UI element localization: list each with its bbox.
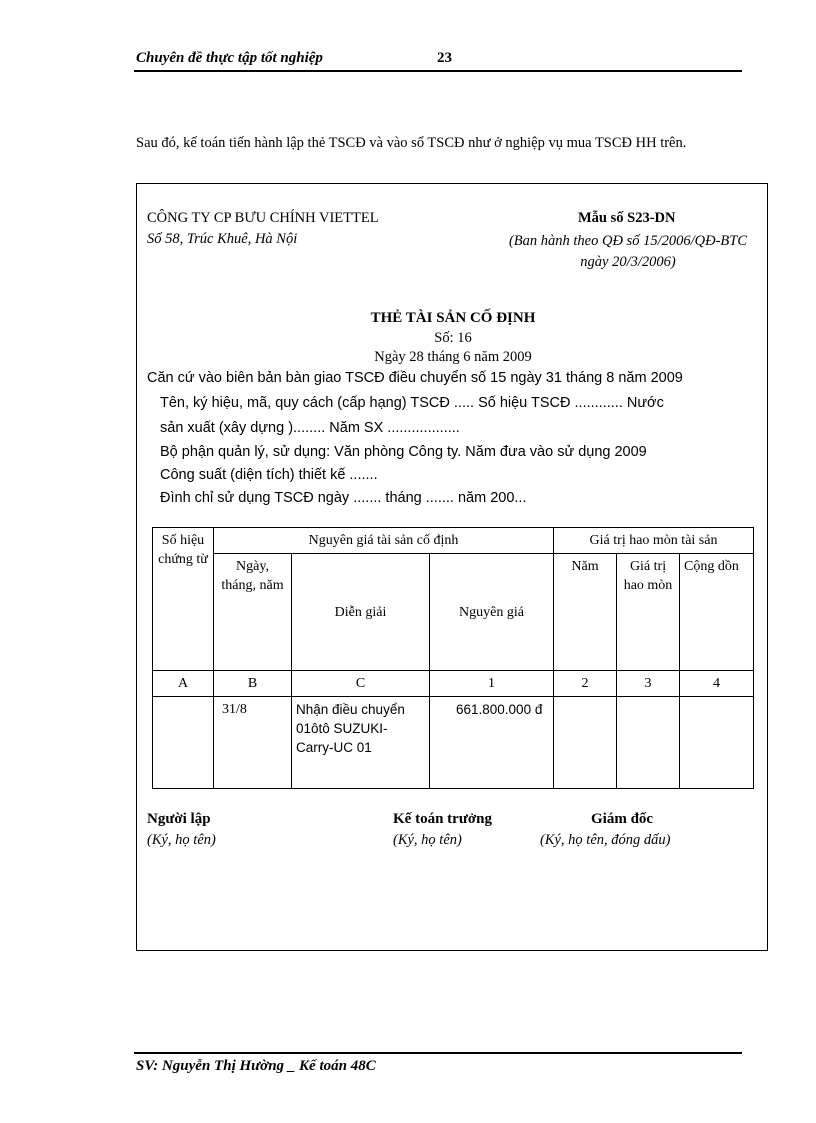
row-depreciation-value xyxy=(617,697,680,789)
code-cell: C xyxy=(292,671,430,697)
code-cell: 1 xyxy=(430,671,554,697)
company-address: Số 58, Trúc Khuê, Hà Nội xyxy=(147,231,298,247)
row-cumulative xyxy=(680,697,754,789)
doc-number-header: Số hiệu chứng từ xyxy=(153,528,214,671)
code-cell: B xyxy=(214,671,292,697)
date-column-header: Ngày, tháng, năm xyxy=(214,554,292,671)
row-year xyxy=(554,697,617,789)
card-number: Số: 16 xyxy=(434,330,472,346)
depreciation-group-header: Giá trị hao mòn tài sản xyxy=(554,528,754,554)
asset-production-line: sản xuất (xây dựng )........ Năm SX .................. xyxy=(160,420,460,436)
document-header-title: Chuyên đề thực tập tốt nghiệp xyxy=(136,50,323,66)
footer-divider xyxy=(134,1052,742,1054)
footer-student: SV: Nguyễn Thị Hường _ Kế toán 48C xyxy=(136,1058,376,1074)
preparer-title: Người lập xyxy=(147,811,211,827)
company-name: CÔNG TY CP BƯU CHÍNH VIETTEL xyxy=(147,210,379,226)
asset-name-line: Tên, ký hiệu, mã, quy cách (cấp hạng) TSCĐ ..... Số hiệu TSCĐ ............ Nước xyxy=(160,395,664,411)
cost-column-header: Nguyên giá xyxy=(430,554,554,671)
original-cost-group-header: Nguyên giá tài sản cố định xyxy=(214,528,554,554)
year-column-header: Năm xyxy=(554,554,617,671)
page-number: 23 xyxy=(437,50,452,66)
code-cell: 3 xyxy=(617,671,680,697)
director-title: Giám đốc xyxy=(591,811,654,827)
chief-accountant-title: Kế toán trưởng xyxy=(393,811,492,827)
card-date: Ngày 28 tháng 6 năm 2009 xyxy=(374,349,532,365)
code-cell: A xyxy=(153,671,214,697)
form-code: Mẫu số S23-DN xyxy=(578,210,676,226)
form-regulation-reference: (Ban hành theo QĐ số 15/2006/QĐ-BTC ngày 20/3/2006) xyxy=(508,233,748,270)
row-doc-number xyxy=(153,697,214,789)
code-cell: 2 xyxy=(554,671,617,697)
asset-table xyxy=(152,527,754,789)
row-description: Nhận điều chuyển 01ôtô SUZUKI-Carry-UC 01 xyxy=(292,697,430,789)
description-column-header: Diễn giải xyxy=(292,554,430,671)
card-title: THẺ TÀI SẢN CỐ ĐỊNH xyxy=(370,310,536,326)
chief-accountant-note: (Ký, họ tên) xyxy=(393,832,462,848)
intro-paragraph: Sau đó, kế toán tiến hành lập thẻ TSCĐ và vào sổ TSCĐ như ở nghiệp vụ mua TSCĐ HH trên. xyxy=(136,135,687,151)
code-cell: 4 xyxy=(680,671,754,697)
header-divider xyxy=(134,70,742,72)
cumulative-column-header: Cộng dồn xyxy=(680,554,754,671)
preparer-note: (Ký, họ tên) xyxy=(147,832,216,848)
design-capacity: Công suất (diện tích) thiết kế ....... xyxy=(160,467,378,483)
transfer-basis: Căn cứ vào biên bản bàn giao TSCĐ điều chuyển số 15 ngày 31 tháng 8 năm 2009 xyxy=(147,370,683,386)
suspension-date: Đình chỉ sử dụng TSCĐ ngày ....... tháng ....... năm 200... xyxy=(160,490,527,506)
depreciation-value-column-header: Giá trị hao mòn xyxy=(617,554,680,671)
director-note: (Ký, họ tên, đóng dấu) xyxy=(540,832,671,848)
row-original-cost: 661.800.000 đ xyxy=(430,697,554,789)
row-date: 31/8 xyxy=(214,697,292,789)
managing-department: Bộ phận quản lý, sử dụng: Văn phòng Công ty. Năm đưa vào sử dụng 2009 xyxy=(160,444,647,460)
